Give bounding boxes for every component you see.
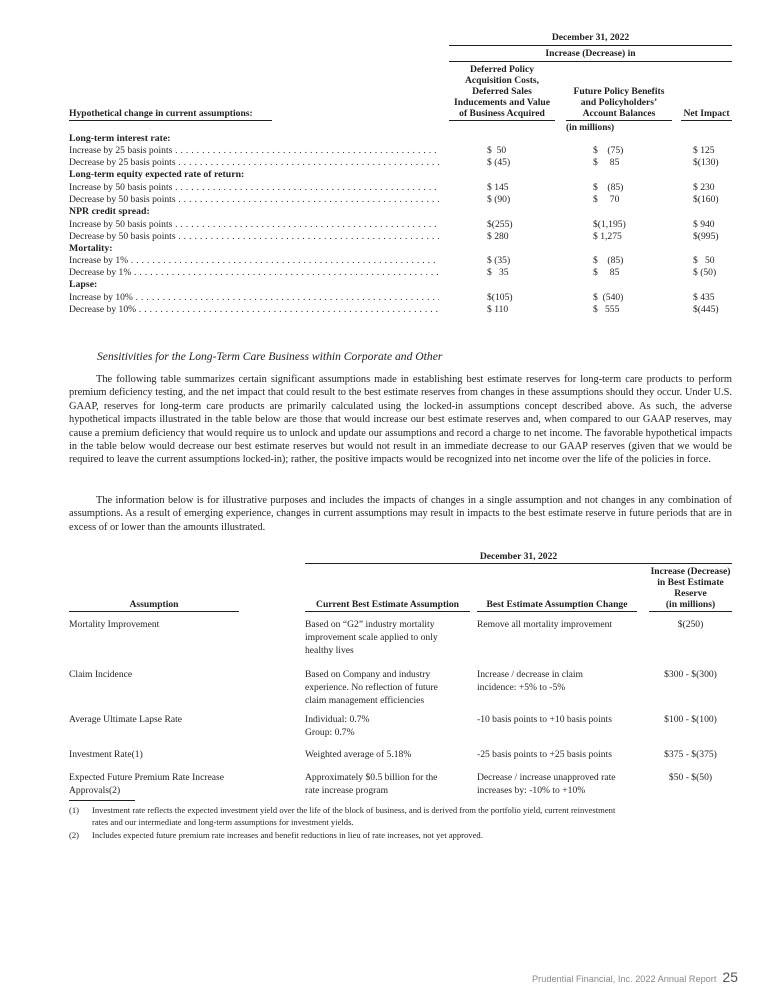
fpb-value: $ (540) bbox=[593, 292, 624, 303]
impact-cell: $375 - $(375) bbox=[664, 749, 717, 760]
fpb-value: $ 85 bbox=[593, 267, 620, 278]
net-value: $ 435 bbox=[693, 292, 715, 303]
leader-dots bbox=[172, 145, 439, 156]
leader-dots bbox=[176, 157, 439, 168]
row-label: Decrease by 25 basis points bbox=[69, 157, 176, 168]
row-label: Increase by 50 basis points bbox=[69, 219, 173, 230]
row-label: Increase by 50 basis points bbox=[69, 182, 173, 193]
page-number: 25 bbox=[722, 969, 738, 985]
impact-cell: $50 - $(50) bbox=[668, 772, 713, 783]
dac-value: $(255) bbox=[487, 219, 513, 230]
assumption-cell: Claim Incidence bbox=[69, 669, 133, 680]
change-cell: Increase / decrease in claim incidence: +5% to -5% bbox=[477, 669, 583, 693]
footnote-text: Investment rate reflects the expected investment yield over the life of the block of business, and is derived from the portfolio yield, current reinvestment rates and our intermediate and long-term assumptions for investment yields. bbox=[92, 805, 616, 827]
dac-value: $ (35) bbox=[487, 255, 511, 266]
leader-dots bbox=[172, 182, 439, 193]
net-value: $ 50 bbox=[693, 255, 715, 266]
row-label: Decrease by 50 basis points bbox=[69, 194, 176, 205]
section-title: NPR credit spread: bbox=[69, 206, 150, 217]
footnote-marker: (2) bbox=[69, 830, 80, 840]
rule bbox=[305, 611, 470, 612]
page-footer bbox=[532, 969, 738, 985]
dac-value: $ 280 bbox=[487, 231, 509, 242]
rule bbox=[449, 61, 732, 62]
row-label: Decrease by 50 basis points bbox=[69, 231, 176, 242]
dac-value: $(105) bbox=[487, 292, 513, 303]
fpb-value: $(1,195) bbox=[593, 219, 626, 230]
fpb-value: $ 85 bbox=[593, 157, 620, 168]
net-value: $ 230 bbox=[693, 182, 715, 193]
change-cell: -25 basis points to +25 basis points bbox=[477, 749, 612, 760]
body-paragraph-2: The information below is for illustrative purposes and includes the impacts of changes in a single assumption and not changes in any combination of assumptions. As a result of emerging experience, changes in current assumptions may result in impacts to the best estimate reserve in future periods that are in excess of or lower than the amounts illustrated. bbox=[69, 495, 732, 533]
rule bbox=[69, 611, 239, 612]
current-cell: Based on Company and industry experience. No reflection of future claim management efficiencies bbox=[305, 669, 438, 706]
dac-value: $ 110 bbox=[487, 304, 509, 315]
dac-value: $ 35 bbox=[487, 267, 509, 278]
leader-dots bbox=[176, 194, 439, 205]
dac-value: $ (90) bbox=[487, 194, 511, 205]
section-title: Long-term interest rate: bbox=[69, 133, 171, 144]
assumption-cell: Average Ultimate Lapse Rate bbox=[69, 714, 183, 725]
net-value: $ (50) bbox=[693, 267, 717, 278]
net-value: $(995) bbox=[693, 231, 719, 242]
table2-date-header: December 31, 2022 bbox=[479, 551, 558, 562]
footnote-marker: (1) bbox=[69, 805, 80, 815]
row-label: Increase by 10% bbox=[69, 292, 133, 303]
rule bbox=[449, 45, 732, 46]
footer-report-title: Prudential Financial, Inc. 2022 Annual Report bbox=[532, 974, 717, 984]
rule bbox=[649, 611, 732, 612]
table1-row-header: Hypothetical change in current assumptions: bbox=[69, 108, 253, 119]
leader-dots bbox=[176, 231, 439, 242]
row-label: Increase by 1% bbox=[69, 255, 129, 266]
table2-header-current: Current Best Estimate Assumption bbox=[316, 599, 459, 610]
rule bbox=[305, 563, 732, 564]
leader-dots bbox=[136, 304, 439, 315]
rule bbox=[566, 120, 672, 121]
dac-value: $ 145 bbox=[487, 182, 509, 193]
row-label: Decrease by 1% bbox=[69, 267, 132, 278]
table2-header-change: Best Estimate Assumption Change bbox=[486, 599, 628, 610]
leader-dots bbox=[133, 292, 439, 303]
fpb-value: $ (75) bbox=[593, 145, 624, 156]
section-title: Mortality: bbox=[69, 243, 113, 254]
rule bbox=[477, 611, 637, 612]
impact-cell: $300 - $(300) bbox=[664, 669, 717, 680]
current-cell: Approximately $0.5 billion for the rate increase program bbox=[305, 772, 438, 796]
fpb-value: $ (85) bbox=[593, 255, 624, 266]
assumption-cell: Investment Rate(1) bbox=[69, 749, 143, 760]
section-title: Long-term equity expected rate of return: bbox=[69, 169, 245, 180]
dac-value: $ 50 bbox=[487, 145, 507, 156]
fpb-value: $ 555 bbox=[593, 304, 620, 315]
table2-header-impact: Increase (Decrease) in Best Estimate Reserve (in millions) bbox=[650, 566, 731, 610]
fpb-value: $ 70 bbox=[593, 194, 620, 205]
leader-dots bbox=[172, 219, 439, 230]
current-cell: Based on “G2” industry mortality improvement scale applied to only healthy lives bbox=[305, 619, 438, 656]
change-cell: -10 basis points to +10 basis points bbox=[477, 714, 612, 725]
row-label: Decrease by 10% bbox=[69, 304, 137, 315]
rule bbox=[681, 120, 732, 121]
section-heading: Sensitivities for the Long-Term Care Business within Corporate and Other bbox=[97, 350, 443, 363]
current-cell: Individual: 0.7% Group: 0.7% bbox=[305, 714, 370, 738]
table1-col-dac-header: Deferred Policy Acquisition Costs, Deferred Sales Inducements and Value of Business Acquired bbox=[454, 64, 550, 119]
dac-value: $ (45) bbox=[487, 157, 511, 168]
assumption-cell: Mortality Improvement bbox=[69, 619, 160, 630]
rule bbox=[449, 120, 555, 121]
table1-units: (in millions) bbox=[566, 123, 615, 133]
net-value: $(160) bbox=[693, 194, 719, 205]
leader-dots bbox=[128, 255, 439, 266]
fpb-value: $ 1,275 bbox=[593, 231, 622, 242]
section-title: Lapse: bbox=[69, 279, 98, 290]
net-value: $ 940 bbox=[693, 219, 715, 230]
assumption-cell: Expected Future Premium Rate Increase Approvals(2) bbox=[69, 772, 225, 796]
change-cell: Decrease / increase unapproved rate increases by: -10% to +10% bbox=[477, 772, 616, 796]
table1-col-fpb-header: Future Policy Benefits and Policyholders’ Account Balances bbox=[573, 86, 665, 119]
table2-header-assumption: Assumption bbox=[129, 599, 179, 610]
current-cell: Weighted average of 5.18% bbox=[305, 749, 412, 760]
footnote-rule bbox=[69, 800, 135, 801]
table1-date-header: December 31, 2022 bbox=[551, 32, 630, 43]
impact-cell: $100 - $(100) bbox=[664, 714, 717, 725]
change-cell: Remove all mortality improvement bbox=[477, 619, 613, 630]
rule bbox=[69, 120, 272, 121]
net-value: $ 125 bbox=[693, 145, 715, 156]
leader-dots bbox=[131, 267, 439, 278]
net-value: $(445) bbox=[693, 304, 719, 315]
footnote-text: Includes expected future premium rate increases and benefit reductions in lieu of rate increases, not yet approved. bbox=[92, 830, 483, 840]
table1-group-header: Increase (Decrease) in bbox=[545, 48, 636, 59]
table1-col-net-header: Net Impact bbox=[683, 108, 730, 119]
body-paragraph-1: The following table summarizes certain significant assumptions made in establishing best estimate reserves for long-term care products to perform premium deficiency testing, and the net impact that could result to the best estimate reserves from changes in these assumptions should they occur. Under U.S. GAAP, reserves for long-term care products are primarily calculated using the locked-in assumptions concept described above. As such, the adverse hypothetical impacts illustrated in the table below are those that would increase our best estimate reserves and, when compared to our GAAP reserves, may cause a premium deficiency that would require us to unlock and update our assumptions and record a charge to net income. The favorable hypothetical impacts in the table below would decrease our best estimate reserves but would not result in an immediate decrease to our GAAP reserves (given that we would be required to leave the current assumptions locked-in); rather, the positive impacts would be recognized into net income over the life of the policies in force. bbox=[69, 374, 732, 466]
net-value: $(130) bbox=[693, 157, 719, 168]
impact-cell: $(250) bbox=[677, 619, 704, 630]
fpb-value: $ (85) bbox=[593, 182, 624, 193]
row-label: Increase by 25 basis points bbox=[69, 145, 173, 156]
